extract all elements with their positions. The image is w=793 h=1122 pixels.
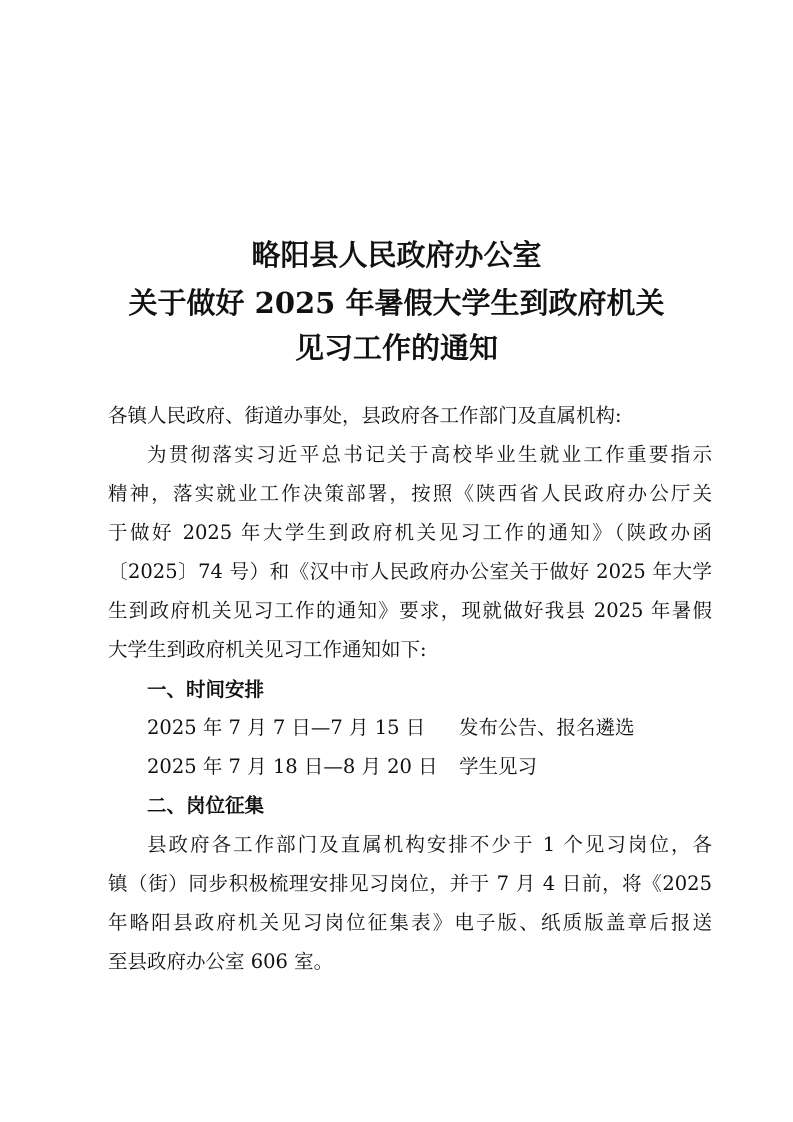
schedule-date: 2025 年 7 月 18 日—8 月 20 日 (147, 755, 438, 778)
document-title-line-3: 见习工作的通知 (294, 331, 498, 365)
section-2-heading: 二、岗位征集 (147, 794, 265, 817)
section-2-line-2: 镇（街）同步积极梳理安排见习岗位，并于 7 月 4 日前，将《2025 (108, 872, 712, 895)
intro-line-1: 为贯彻落实习近平总书记关于高校毕业生就业工作重要指示 (147, 443, 712, 466)
document-title-line-1: 略阳县人民政府办公室 (251, 238, 542, 272)
section-2-line-1: 县政府各工作部门及直属机构安排不少于 1 个见习岗位，各 (147, 833, 712, 856)
intro-line-2: 精神，落实就业工作决策部署，按照《陕西省人民政府办公厅关 (108, 482, 712, 505)
intro-line-5: 生到政府机关见习工作的通知》要求，现就做好我县 2025 年暑假 (108, 599, 712, 622)
salutation: 各镇人民政府、街道办事处，县政府各工作部门及直属机构: (108, 404, 622, 427)
schedule-event: 学生见习 (459, 755, 538, 778)
intro-line-3: 于做好 2025 年大学生到政府机关见习工作的通知》（陕政办函 (108, 521, 712, 544)
intro-line-4: 〔2025〕74 号）和《汉中市人民政府办公室关于做好 2025 年大学 (108, 560, 712, 583)
document-title-line-2: 关于做好 2025 年暑假大学生到政府机关 (128, 286, 665, 320)
section-2-line-3: 年略阳县政府机关见习岗位征集表》电子版、纸质版盖章后报送 (108, 911, 712, 934)
intro-line-6: 大学生到政府机关见习工作通知如下: (108, 638, 427, 661)
section-2-line-4: 至县政府办公室 606 室。 (108, 950, 334, 973)
section-1-heading: 一、时间安排 (147, 678, 265, 701)
schedule-event: 发布公告、报名遴选 (459, 716, 635, 739)
schedule-date: 2025 年 7 月 7 日—7 月 15 日 (147, 716, 426, 739)
